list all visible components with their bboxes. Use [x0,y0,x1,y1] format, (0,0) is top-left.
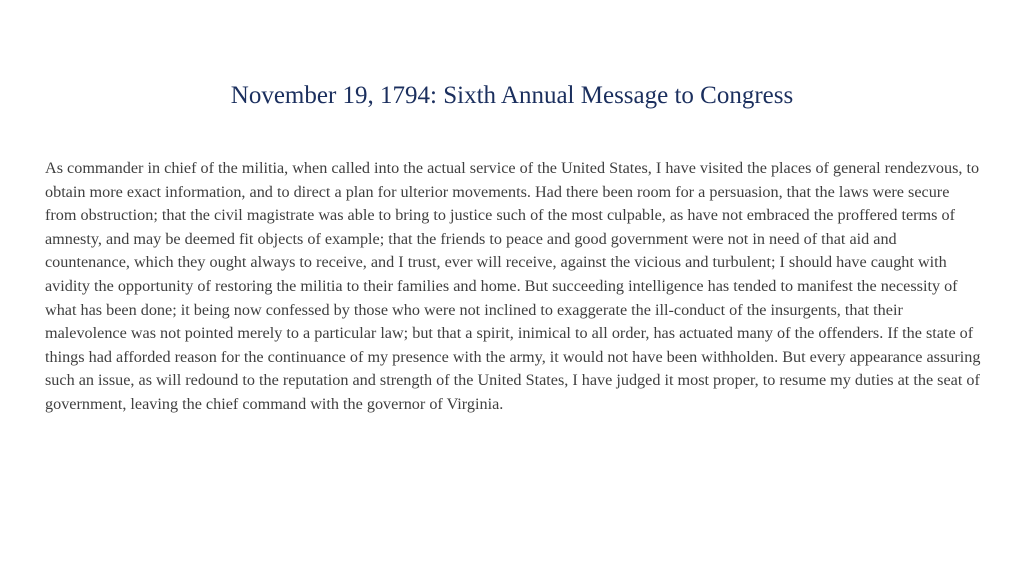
page-title: November 19, 1794: Sixth Annual Message to Congress [230,82,794,109]
message-paragraph: As commander in chief of the militia, when called into the actual service of the United States, I have visited the places of general rendezvous, to obtain more exact information, and to direct a plan for ulterior movements. Had there been room for a persuasion, that the laws were secure from obstruction; that the civil magistrate was able to bring to justice such of the most culpable, as have not embraced the proffered terms of amnesty, and may be deemed fit objects of example; that the friends to peace and good government were not in need of that aid and countenance, which they ought always to receive, and I trust, ever will receive, against the vicious and turbulent; I should have caught with avidity the opportunity of restoring the militia to their families and home. But succeeding intelligence has tended to manifest the necessity of what has been done; it being now confessed by those who were not inclined to exaggerate the ill-conduct of the insurgents, that their malevolence was not pointed merely to a particular law; but that a spirit, inimical to all order, has actuated many of the offenders. If the state of things had afforded reason for the continuance of my presence with the army, it would not have been withholden. But every appearance assuring such an issue, as will redound to the reputation and strength of the United States, I have judged it most proper, to resume my duties at the seat of government, leaving the chief command with the governor of Virginia. [45,159,981,413]
